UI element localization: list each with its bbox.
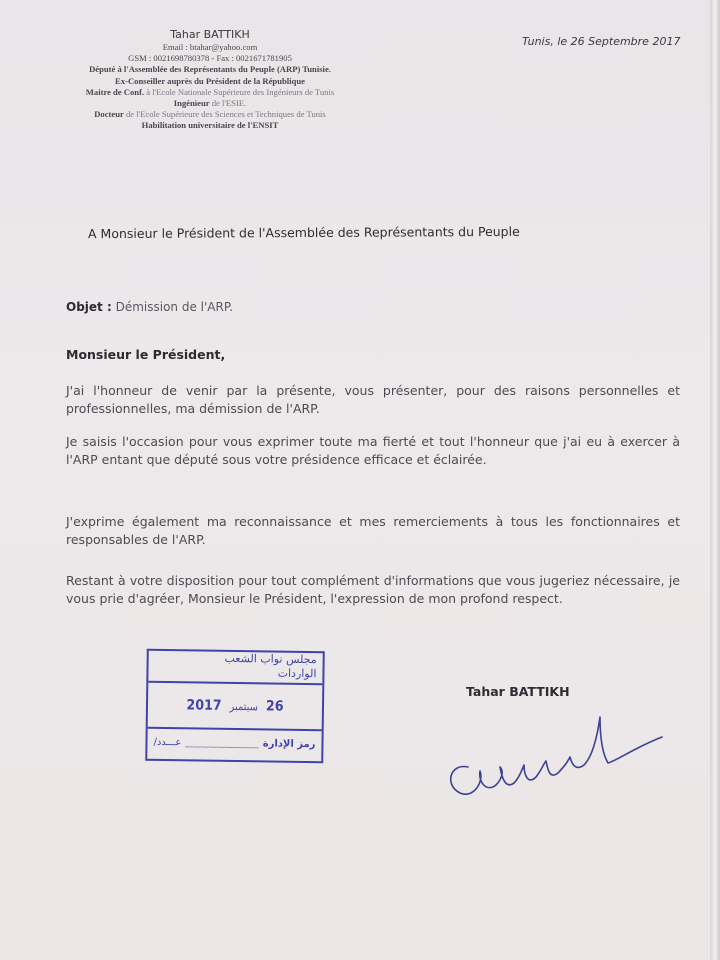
title-text: Député à l'Assemblée des Représentants du Peuple (ARP) Tunisie. [89, 64, 331, 75]
stamp-footer [147, 729, 321, 757]
subject-value: Démission de l'ARP. [111, 300, 234, 314]
page-edge [710, 0, 720, 960]
subject-line [66, 300, 233, 314]
title-bold: Ingénieur [173, 98, 210, 109]
sender-name: Tahar BATTIKH [170, 28, 250, 41]
salutation: Monsieur le Président, [66, 347, 226, 362]
title-bold: Maitre de Conf. [85, 86, 145, 97]
sender-phone: GSM : 0021698780378 - Fax : 0021671781905 [128, 53, 292, 64]
body-paragraph-2: Je saisis l'occasion pour vous exprimer toute ma fierté et tout l'honneur que j'ai eu à exercer à l'ARP entant que député sous votre présidence efficace et éclairée. [66, 434, 680, 467]
stamp-dotted-line [185, 738, 259, 748]
letter-date: Tunis, le 26 Septembre 2017 [522, 35, 681, 48]
stamp-month: سبتمبر [229, 699, 259, 713]
signature-stroke [451, 717, 662, 794]
stamp-title: مجلس نواب الشعب [224, 651, 317, 667]
sender-email: Email : btahar@yahoo.com [162, 42, 258, 52]
signatory-name: Tahar BATTIKH [466, 684, 570, 699]
sender-title-5 [60, 109, 360, 120]
stamp-day: 26 [265, 698, 284, 715]
stamp-subtitle: الواردات [277, 666, 317, 681]
stamp-code-label: رمز الإدارة [262, 737, 316, 750]
letterhead [60, 28, 360, 132]
subject-label: Objet : [66, 300, 112, 314]
sender-title-6 [60, 120, 360, 131]
stamp-header [148, 651, 322, 685]
handwritten-signature [440, 705, 670, 805]
sender-title-4 [60, 98, 360, 109]
sender-title-1 [60, 64, 360, 75]
body-paragraph-4: Restant à votre disposition pour tout complément d'informations que vous jugeriez nécessaire, je vous prie d'agréer, Monsieur le Président, l'expression de mon profond respect. [66, 573, 680, 606]
stamp-year: 2017 [186, 697, 222, 714]
stamp-date [148, 683, 323, 731]
sender-title-2 [60, 76, 360, 87]
stamp-number-label: /عـــدد [153, 736, 182, 748]
title-rest: de l'ESIE. [209, 98, 247, 109]
reception-stamp [145, 649, 325, 763]
title-bold: Docteur [94, 109, 124, 120]
title-rest: de l'Ecole Supérieure des Sciences et Techniques de Tunis [123, 109, 326, 120]
title-rest: à l'Ecole Nationale Supérieure des Ingénieurs de Tunis [144, 86, 335, 97]
title-text: Ex-Conseiller auprès du Président de la République [115, 75, 305, 86]
recipient-line: A Monsieur le Président de l'Assemblée des Représentants du Peuple [87, 223, 520, 242]
sender-title-3 [60, 87, 360, 98]
body-paragraph-1: J'ai l'honneur de venir par la présente, vous présenter, pour des raisons personnelles et professionnelles, ma démission de l'ARP. [66, 383, 680, 416]
body-paragraph-3: J'exprime également ma reconnaissance et mes remerciements à tous les fonctionnaires et responsables de l'ARP. [66, 514, 680, 547]
title-text: Habilitation universitaire de l'ENSIT [141, 120, 279, 131]
